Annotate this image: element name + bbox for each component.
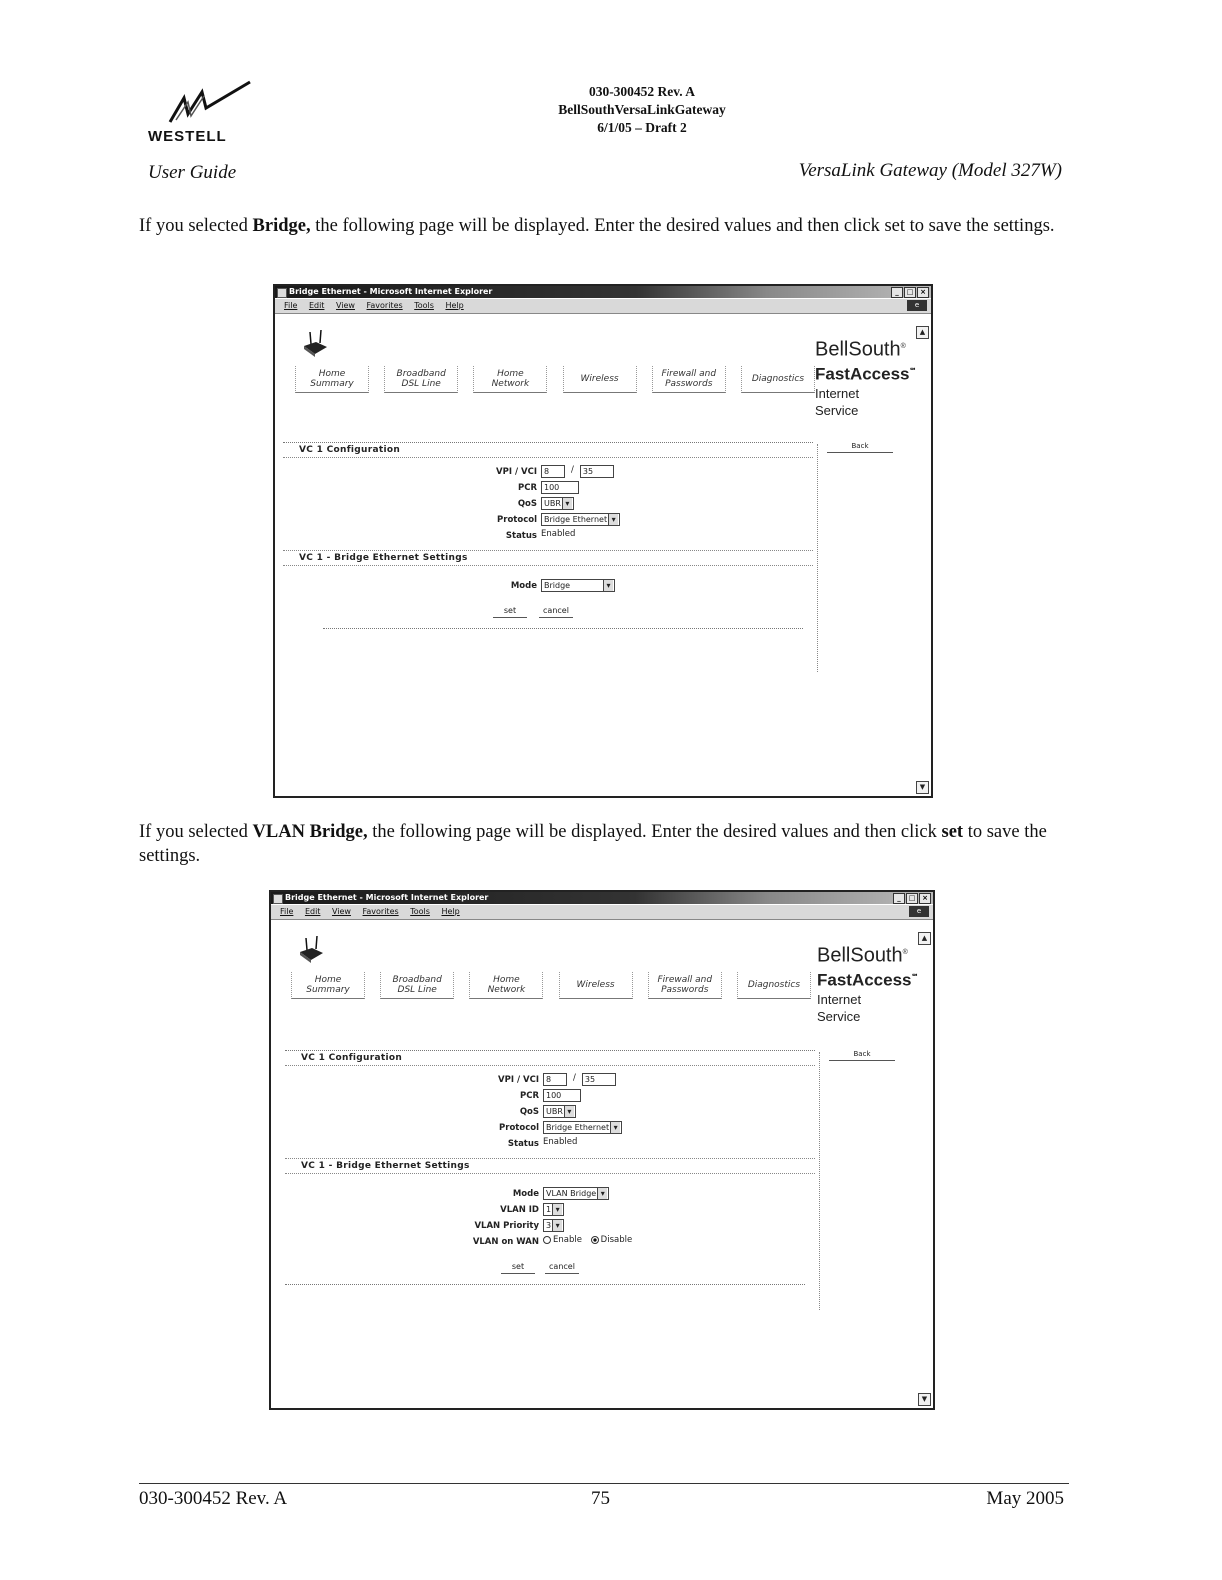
pcr-input[interactable]: 100 xyxy=(541,481,579,494)
tab-diagnostics[interactable]: Diagnostics xyxy=(737,972,811,999)
nav-tabs xyxy=(295,366,815,396)
protocol-select[interactable]: Bridge Ethernet ▾ xyxy=(541,513,620,526)
vpi-vci-label: VPI / VCI xyxy=(496,467,537,477)
mode-row xyxy=(283,578,813,594)
divider-line xyxy=(819,1052,820,1310)
para2-bold: VLAN Bridge, xyxy=(252,822,368,842)
scroll-down-icon[interactable]: ▼ xyxy=(916,781,929,794)
para1-text-b: the following page will be displayed. Enter the desired values and then click set to save the settings. xyxy=(310,216,1055,236)
title-bar xyxy=(275,286,931,298)
brand-line1: BellSouth xyxy=(815,338,901,361)
close-button[interactable]: × xyxy=(919,893,931,904)
menu-edit[interactable]: Edit xyxy=(308,301,325,310)
tab-home-summary[interactable]: Home Summary xyxy=(295,366,369,393)
pcr-row xyxy=(283,480,813,496)
config-panel xyxy=(283,442,813,629)
pcr-label: PCR xyxy=(519,1091,539,1101)
menu-bar xyxy=(271,905,933,920)
vlan-id-row xyxy=(285,1202,815,1218)
form-bottom-divider xyxy=(285,1284,805,1285)
tab-broadband-dsl-line[interactable]: Broadband DSL Line xyxy=(380,972,454,999)
form-buttons xyxy=(285,1260,815,1278)
browser-window-bridge xyxy=(273,284,933,798)
vlan-settings-form xyxy=(285,1186,815,1250)
vlan-priority-select[interactable]: 3 ▾ xyxy=(543,1219,564,1232)
vpi-input[interactable]: 8 xyxy=(541,465,565,478)
para2-text-c: to save the settings. xyxy=(139,822,1047,866)
mode-select[interactable]: VLAN Bridge ▾ xyxy=(543,1187,609,1200)
mode-select[interactable]: Bridge ▾ xyxy=(541,579,615,592)
ie-logo-icon: e xyxy=(907,300,927,311)
page-number: 75 xyxy=(591,1488,610,1509)
vc-config-form xyxy=(285,1072,815,1152)
router-icon xyxy=(301,330,329,358)
tab-home-summary[interactable]: Home Summary xyxy=(291,972,365,999)
minimize-button[interactable]: _ xyxy=(893,893,905,904)
vlan-priority-label: VLAN Priority xyxy=(474,1221,539,1231)
router-icon xyxy=(297,936,325,964)
vlan-priority-row xyxy=(285,1218,815,1234)
pcr-input[interactable]: 100 xyxy=(543,1089,581,1102)
brand-line3: Internet Service xyxy=(815,386,860,419)
vpi-vci-row: VPI / VCI 8 / 35 xyxy=(285,1072,815,1088)
browser-window-vlan-bridge xyxy=(269,890,935,1410)
tab-wireless[interactable]: Wireless xyxy=(563,366,637,393)
back-button[interactable]: Back xyxy=(827,442,893,453)
scroll-down-icon[interactable]: ▼ xyxy=(918,1393,931,1406)
form-bottom-divider xyxy=(323,628,803,629)
document-header xyxy=(500,83,784,137)
scroll-up-icon[interactable]: ▲ xyxy=(918,932,931,945)
mode-label: Mode xyxy=(510,581,537,591)
vpi-input[interactable]: 8 xyxy=(543,1073,567,1086)
status-value: Enabled xyxy=(543,1137,578,1147)
maximize-button[interactable]: □ xyxy=(906,893,918,904)
status-value: Enabled xyxy=(541,529,576,539)
section-title-bridge-settings: VC 1 - Bridge Ethernet Settings xyxy=(285,1158,815,1174)
window-title: Bridge Ethernet - Microsoft Internet Explorer xyxy=(285,893,489,902)
tab-home-network[interactable]: Home Network xyxy=(469,972,543,999)
pcr-label: PCR xyxy=(517,483,537,493)
brand-line1: BellSouth xyxy=(817,944,903,967)
config-panel xyxy=(285,1050,815,1285)
pcr-row xyxy=(285,1088,815,1104)
vpi-vci-row: VPI / VCI 8 / 35 xyxy=(283,464,813,480)
para1-bold: Bridge, xyxy=(252,216,311,236)
menu-file[interactable]: File xyxy=(284,301,298,310)
mode-row xyxy=(285,1186,815,1202)
para2-text-a: If you selected xyxy=(139,822,253,842)
status-row xyxy=(283,528,813,544)
menu-tools[interactable]: Tools xyxy=(414,301,434,310)
menu-help[interactable]: Help xyxy=(441,907,460,916)
qos-row xyxy=(285,1104,815,1120)
protocol-label: Protocol xyxy=(497,515,537,525)
menu-help[interactable]: Help xyxy=(445,301,464,310)
tab-wireless[interactable]: Wireless xyxy=(559,972,633,999)
menu-bar xyxy=(275,299,931,314)
menu-favorites[interactable]: Favorites xyxy=(366,301,403,310)
doc-product: BellSouthVersaLinkGateway xyxy=(558,102,726,117)
brand-line2: FastAccess xyxy=(817,970,912,990)
ie-app-icon xyxy=(277,288,287,298)
qos-label: QoS xyxy=(519,1107,539,1117)
ie-app-icon xyxy=(273,894,283,904)
qos-row xyxy=(283,496,813,512)
vlan-wan-disable-radio[interactable] xyxy=(591,1236,599,1244)
page-content xyxy=(271,920,933,1408)
qos-select[interactable]: UBR ▾ xyxy=(543,1105,576,1118)
cancel-button[interactable]: cancel xyxy=(539,606,573,618)
set-button[interactable]: set xyxy=(501,1262,535,1274)
menu-view[interactable]: View xyxy=(331,907,351,916)
guide-title-left: User Guide xyxy=(148,162,237,183)
para2-text-b: the following page will be displayed. Enter the desired values and then click xyxy=(367,822,942,842)
vci-input[interactable]: 35 xyxy=(580,465,614,478)
paragraph-bridge xyxy=(139,214,1069,238)
status-label: Status xyxy=(507,1139,539,1149)
brand-line3: Internet Service xyxy=(817,992,862,1025)
page-content xyxy=(275,314,931,796)
vci-input[interactable]: 35 xyxy=(582,1073,616,1086)
vpi-vci-label: VPI / VCI xyxy=(498,1075,539,1085)
status-label: Status xyxy=(505,531,537,541)
bellsouth-brand: BellSouth® FastAccess℠ Internet Service xyxy=(815,338,917,419)
scroll-up-icon[interactable]: ▲ xyxy=(916,326,929,339)
vlan-wan-enable-label: Enable xyxy=(553,1235,582,1245)
qos-select[interactable]: UBR ▾ xyxy=(541,497,574,510)
section-title-bridge-settings: VC 1 - Bridge Ethernet Settings xyxy=(283,550,813,566)
divider-line xyxy=(817,444,818,672)
brand-line2: FastAccess xyxy=(815,364,910,384)
protocol-row xyxy=(283,512,813,528)
back-button[interactable]: Back xyxy=(829,1050,895,1061)
qos-label: QoS xyxy=(517,499,537,509)
doc-number: 030-300452 Rev. A xyxy=(588,84,696,99)
protocol-label: Protocol xyxy=(499,1123,539,1133)
paragraph-vlan-bridge xyxy=(139,820,1069,868)
vlan-on-wan-label: VLAN on WAN xyxy=(472,1237,539,1247)
protocol-row xyxy=(285,1120,815,1136)
protocol-select[interactable]: Bridge Ethernet ▾ xyxy=(543,1121,622,1134)
mode-label: Mode xyxy=(512,1189,539,1199)
tab-broadband-dsl-line[interactable]: Broadband DSL Line xyxy=(384,366,458,393)
cancel-button[interactable]: cancel xyxy=(545,1262,579,1274)
tab-diagnostics[interactable]: Diagnostics xyxy=(741,366,815,393)
tab-home-network[interactable]: Home Network xyxy=(473,366,547,393)
ie-logo-icon: e xyxy=(909,906,929,917)
status-row xyxy=(285,1136,815,1152)
footer-rule xyxy=(139,1483,1069,1484)
section-title-vc-config: VC 1 Configuration xyxy=(283,443,813,458)
vlan-id-select[interactable]: 1 ▾ xyxy=(543,1203,564,1216)
westell-logo-icon xyxy=(162,80,252,130)
window-title: Bridge Ethernet - Microsoft Internet Explorer xyxy=(289,287,493,296)
vlan-on-wan-row xyxy=(285,1234,815,1250)
vlan-wan-enable-radio[interactable] xyxy=(543,1236,551,1244)
footer-date: May 2005 xyxy=(986,1488,1064,1509)
menu-edit[interactable]: Edit xyxy=(304,907,321,916)
close-button[interactable]: × xyxy=(917,287,929,298)
vc-config-form xyxy=(283,464,813,544)
logo-text: WESTELL xyxy=(148,128,227,145)
menu-favorites[interactable]: Favorites xyxy=(362,907,399,916)
para2-bold-set: set xyxy=(941,822,964,842)
doc-draft: 6/1/05 – Draft 2 xyxy=(597,120,687,135)
menu-file[interactable]: File xyxy=(280,907,294,916)
vlan-id-label: VLAN ID xyxy=(500,1205,539,1215)
para1-text-a: If you selected xyxy=(139,216,253,236)
bridge-settings-form xyxy=(283,578,813,594)
footer-doc-number: 030-300452 Rev. A xyxy=(139,1488,288,1509)
tab-firewall-passwords[interactable]: Firewall and Passwords xyxy=(648,972,722,999)
vlan-wan-disable-label: Disable xyxy=(600,1235,633,1245)
set-button[interactable]: set xyxy=(493,606,527,618)
menu-tools[interactable]: Tools xyxy=(410,907,430,916)
menu-view[interactable]: View xyxy=(335,301,355,310)
title-bar xyxy=(271,892,933,904)
bellsouth-brand: BellSouth® FastAccess℠ Internet Service xyxy=(817,944,919,1025)
section-title-vc-config: VC 1 Configuration xyxy=(285,1051,815,1066)
minimize-button[interactable]: _ xyxy=(891,287,903,298)
guide-title-right: VersaLink Gateway (Model 327W) xyxy=(798,160,1062,181)
maximize-button[interactable]: □ xyxy=(904,287,916,298)
tab-firewall-passwords[interactable]: Firewall and Passwords xyxy=(652,366,726,393)
form-buttons xyxy=(283,604,813,622)
nav-tabs xyxy=(291,972,811,1002)
